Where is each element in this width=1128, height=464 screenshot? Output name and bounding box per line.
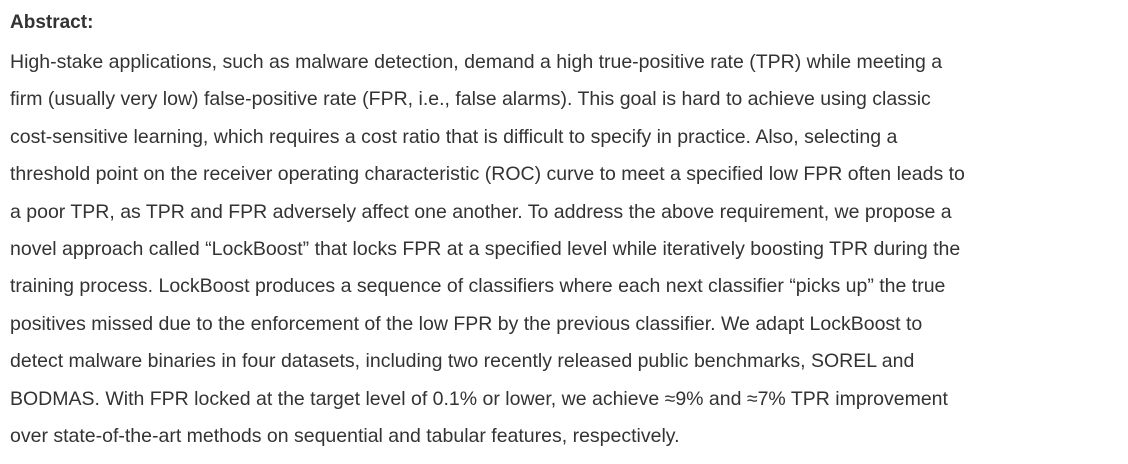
abstract-body: [10, 44, 1122, 455]
abstract-heading: Abstract:: [10, 11, 94, 33]
abstract-line: cost-sensitive learning, which requires a cost ratio that is difficult to specify in practice. Also, selecting a: [10, 125, 898, 148]
abstract-line: novel approach called “LockBoost” that locks FPR at a specified level while iteratively boosting TPR during the: [10, 237, 961, 260]
abstract-line: positives missed due to the enforcement of the low FPR by the previous classifier. We adapt LockBoost to: [10, 312, 923, 335]
abstract-line: firm (usually very low) false-positive rate (FPR, i.e., false alarms). This goal is hard to achieve using classic: [10, 88, 931, 111]
abstract-line: threshold point on the receiver operating characteristic (ROC) curve to meet a specified low FPR often leads to: [10, 163, 965, 186]
abstract-line: over state-of-the-art methods on sequential and tabular features, respectively.: [10, 424, 680, 447]
abstract-line: High-stake applications, such as malware detection, demand a high true-positive rate (TPR) while meeting a: [10, 51, 943, 73]
abstract-line: training process. LockBoost produces a sequence of classifiers where each next classifier “picks up” the true: [10, 275, 946, 298]
abstract-line: a poor TPR, as TPR and FPR adversely affect one another. To address the above requirement, we propose a: [10, 200, 952, 223]
abstract-section: [10, 0, 1122, 455]
abstract-line: BODMAS. With FPR locked at the target level of 0.1% or lower, we achieve ≈9% and ≈7% TPR improvement: [10, 387, 948, 410]
abstract-line: detect malware binaries in four datasets, including two recently released public benchmarks, SOREL and: [10, 350, 915, 373]
